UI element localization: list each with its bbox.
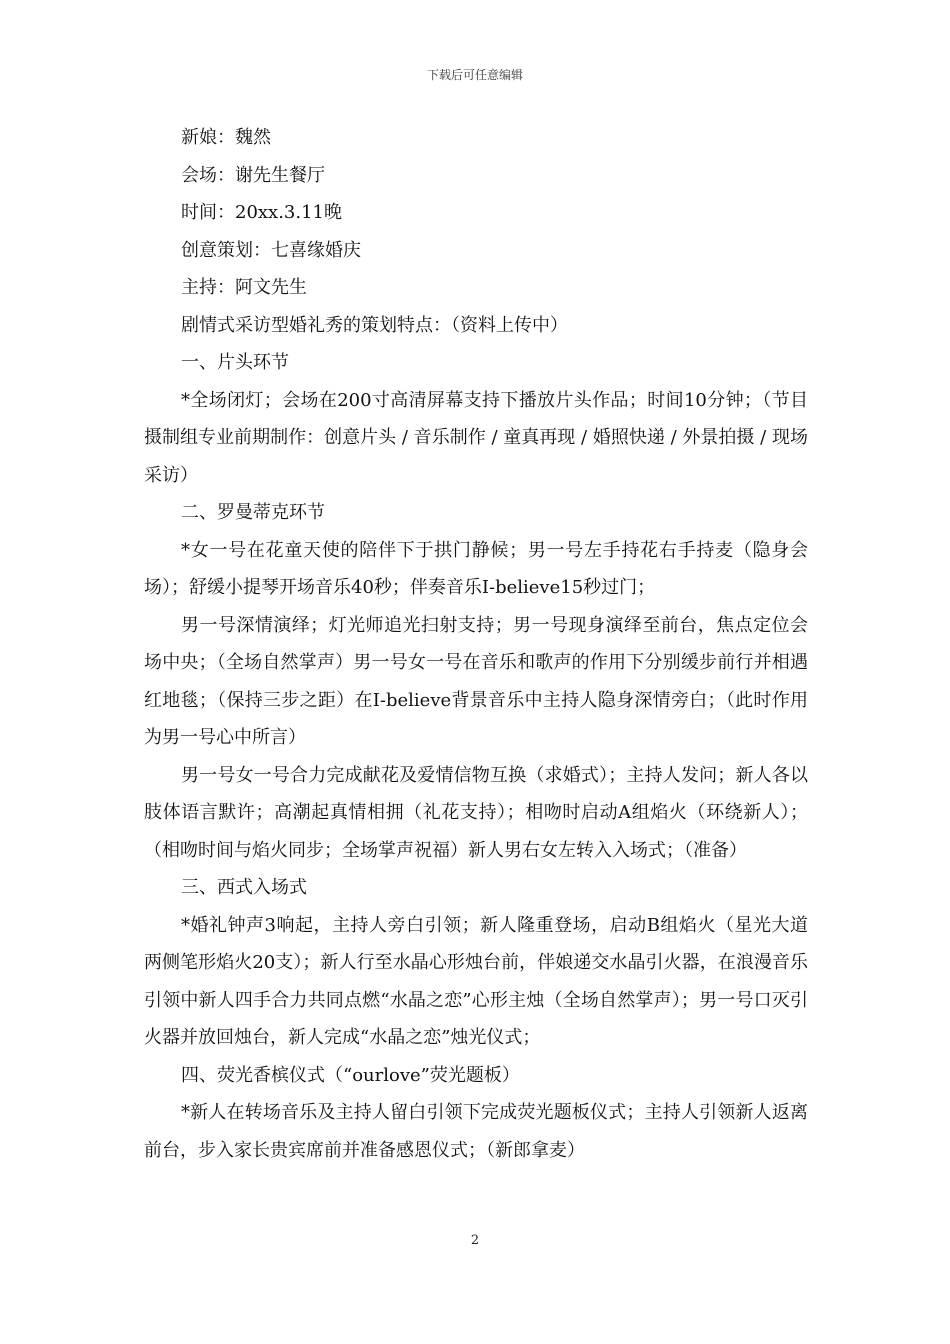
section-heading-2: 二、罗曼蒂克环节: [181, 502, 325, 523]
paragraph-venue: 会场：谢先生餐厅: [181, 164, 325, 186]
paragraph-opening: *全场闭灯；会场在200寸高清屏幕支持下播放片头作品；时间10分钟；（节目摄制组专业前期制作：创意片头 / 音乐制作 / 童真再现 / 婚照快递 / 外景拍摄 / 现场采访）: [144, 389, 808, 486]
page-number: 2: [470, 1233, 480, 1248]
paragraph-entrance: *婚礼钟声3响起，主持人旁白引领；新人隆重登场，启动B组焰火（星光大道两侧笔形焰火20支）；新人行至水晶心形烛台前，伴娘递交水晶引火器，在浪漫音乐引领中新人四手合力共同点燃“水晶之恋”心形主烛（全场自然掌声）；男一号口灭引火器并放回烛台，新人完成“水晶之恋”烛光仪式；: [144, 914, 808, 1048]
paragraph-romantic-3: 男一号女一号合力完成献花及爱情信物互换（求婚式）；主持人发问；新人各以肢体语言默许；高潮起真情相拥（礼花支持）；相吻时启动A组焰火（环绕新人）；（相吻时间与焰火同步；全场掌声祝福）新人男右女左转入入场式；（准备）: [144, 764, 808, 861]
paragraph-features: 剧情式采访型婚礼秀的策划特点：（资料上传中）: [181, 314, 568, 336]
paragraph-romantic-1: *女一号在花童天使的陪伴下于拱门静候；男一号左手持花右手持麦（隐身会场）；舒缓小提琴开场音乐40秒；伴奏音乐I-believe15秒过门；: [144, 539, 808, 598]
paragraph-planner: 创意策划：七喜缘婚庆: [181, 239, 361, 261]
section-heading-1: 一、片头环节: [181, 352, 289, 373]
paragraph-bride: 新娘：魏然: [181, 127, 271, 148]
document-body: [144, 119, 808, 1169]
page-header: 下载后可任意编辑: [426, 68, 523, 82]
paragraph-champagne: *新人在转场音乐及主持人留白引领下完成荧光题板仪式；主持人引领新人返离前台，步入家长贵宾席前并准备感恩仪式；（新郎拿麦）: [144, 1102, 808, 1161]
paragraph-romantic-2: 男一号深情演绎；灯光师追光扫射支持；男一号现身演绎至前台，焦点定位会场中央；（全场自然掌声）男一号女一号在音乐和歌声的作用下分别缓步前行并相遇红地毯；（保持三步之距）在I-believe背景音乐中主持人隐身深情旁白；（此时作用为男一号心中所言）: [144, 614, 808, 748]
section-heading-4: 四、荧光香槟仪式（“ourlove”荧光题板）: [181, 1064, 520, 1086]
section-heading-3: 三、西式入场式: [181, 877, 307, 898]
paragraph-host: 主持：阿文先生: [181, 277, 307, 298]
paragraph-time: 时间：20xx.3.11晚: [181, 202, 343, 223]
